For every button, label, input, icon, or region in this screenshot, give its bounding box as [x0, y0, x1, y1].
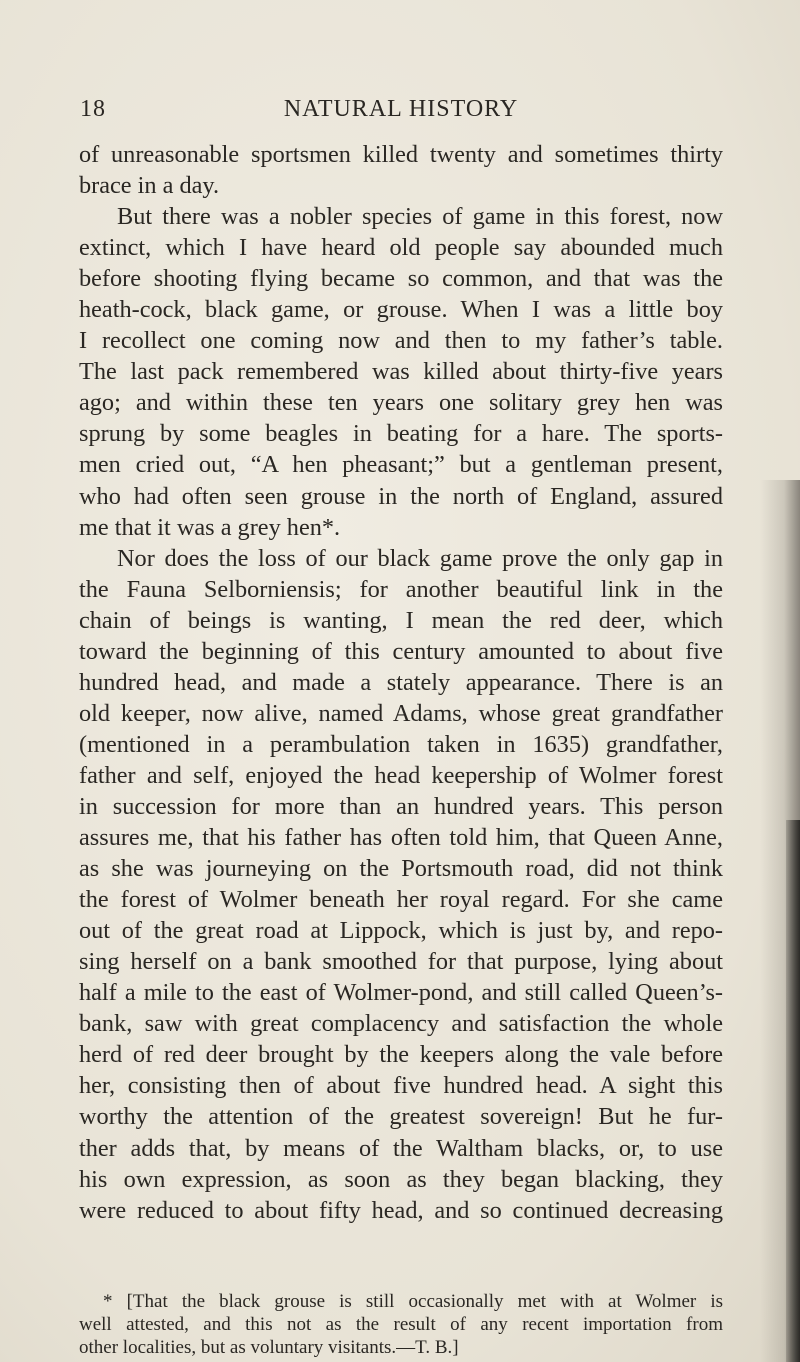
- text-line: out of the great road at Lippock, which is just by, and repo-: [79, 917, 723, 945]
- text-line: in succession for more than an hundred years. This person: [79, 792, 723, 820]
- text-line: (mentioned in a perambulation taken in 1635) grandfather,: [79, 730, 723, 758]
- text-line: chain of beings is wanting, I mean the red deer, which: [79, 606, 723, 634]
- text-line: father and self, enjoyed the head keepership of Wolmer forest: [79, 761, 723, 789]
- page-number: 18: [80, 96, 106, 122]
- text-line: brace in a day.: [79, 172, 220, 200]
- text-line: hundred head, and made a stately appearance. There is an: [79, 668, 723, 696]
- text-line: men cried out, “A hen pheasant;” but a gentleman present,: [79, 451, 723, 479]
- text-line: who had often seen grouse in the north of England, assured: [79, 482, 723, 510]
- text-line: extinct, which I have heard old people say abounded much: [79, 234, 723, 262]
- text-line: sing herself on a bank smoothed for that purpose, lying about: [79, 948, 723, 976]
- text-line: bank, saw with great complacency and satisfaction the whole: [79, 1010, 723, 1038]
- text-line: me that it was a grey hen*.: [79, 513, 341, 541]
- text-line: the forest of Wolmer beneath her royal regard. For she came: [79, 886, 723, 914]
- footnote-line: other localities, but as voluntary visitants.—T. B.]: [79, 1337, 459, 1358]
- text-line: The last pack remembered was killed about thirty-five years: [79, 358, 723, 386]
- text-line: old keeper, now alive, named Adams, whose great grandfather: [79, 699, 723, 727]
- text-line: half a mile to the east of Wolmer-pond, and still called Queen’s-: [79, 979, 723, 1007]
- body-text: [79, 139, 723, 1226]
- text-line: herd of red deer brought by the keepers along the vale before: [79, 1041, 723, 1069]
- text-line: heath-cock, black game, or grouse. When I was a little boy: [79, 296, 723, 324]
- text-line: But there was a nobler species of game in this forest, now: [117, 203, 723, 231]
- text-line: the Fauna Selborniensis; for another beautiful link in the: [79, 575, 723, 603]
- text-line: worthy the attention of the greatest sovereign! But he fur-: [79, 1103, 723, 1131]
- text-line: sprung by some beagles in beating for a hare. The sports-: [79, 420, 723, 448]
- page-header: [80, 96, 722, 136]
- text-line: his own expression, as soon as they began blacking, they: [79, 1165, 723, 1193]
- text-line: her, consisting then of about five hundred head. A sight this: [79, 1072, 723, 1100]
- text-line: toward the beginning of this century amounted to about five: [79, 637, 723, 665]
- text-line: I recollect one coming now and then to my father’s table.: [79, 327, 723, 355]
- running-title: NATURAL HISTORY: [283, 96, 519, 122]
- footnote-line: * [That the black grouse is still occasionally met with at Wolmer is: [103, 1291, 723, 1312]
- text-line: before shooting flying became so common, and that was the: [79, 265, 723, 293]
- text-line: were reduced to about fifty head, and so continued decreasing: [79, 1196, 723, 1224]
- text-line: assures me, that his father has often told him, that Queen Anne,: [79, 824, 723, 852]
- footnote: [79, 1290, 723, 1359]
- page-binding-edge: [786, 820, 800, 1362]
- text-line: ther adds that, by means of the Waltham blacks, or, to use: [79, 1134, 723, 1162]
- text-line: ago; and within these ten years one solitary grey hen was: [79, 389, 723, 417]
- text-line: of unreasonable sportsmen killed twenty and sometimes thirty: [79, 141, 723, 168]
- footnote-line: well attested, and this not as the result of any recent importation from: [79, 1314, 723, 1335]
- text-line: as she was journeying on the Portsmouth road, did not think: [79, 855, 723, 883]
- text-line: Nor does the loss of our black game prove the only gap in: [117, 544, 723, 572]
